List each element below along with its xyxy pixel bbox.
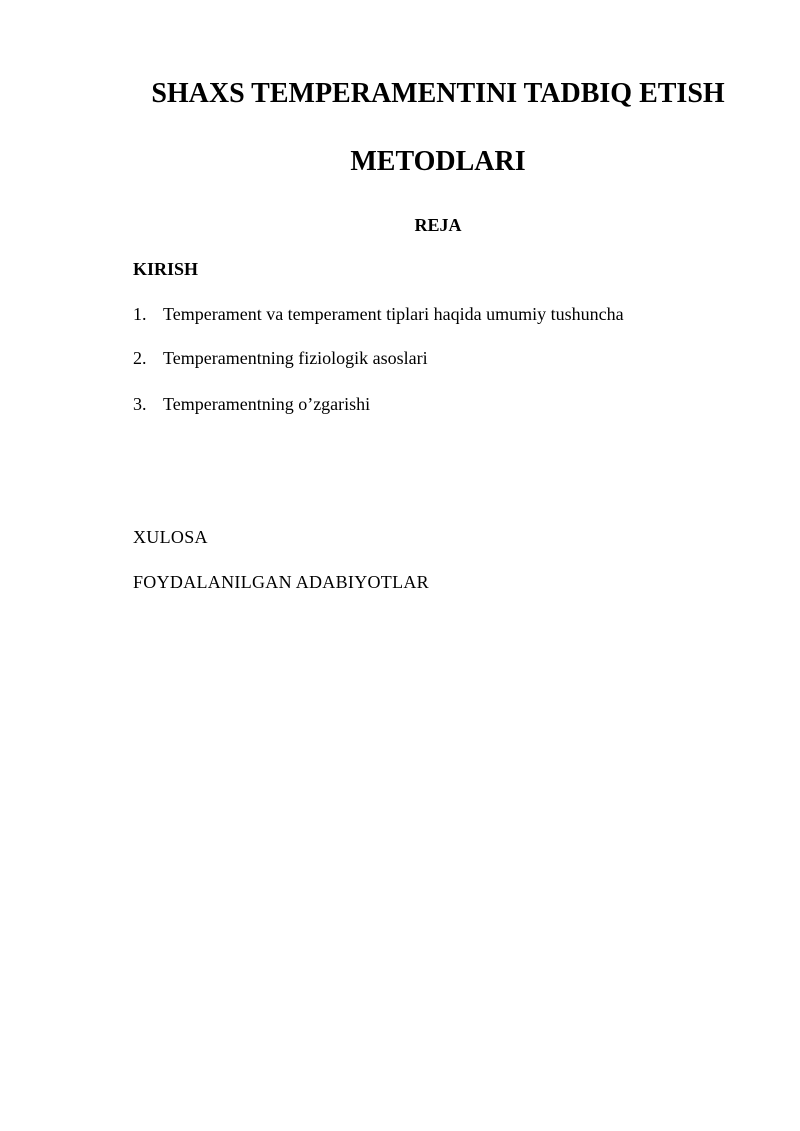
intro-heading: KIRISH bbox=[133, 259, 199, 279]
plan-heading: REJA bbox=[414, 215, 462, 235]
conclusion-heading: XULOSA bbox=[133, 527, 208, 547]
plan-item-text: Temperamentning fiziologik asoslari bbox=[163, 348, 428, 368]
plan-item-number: 3. bbox=[133, 394, 147, 414]
plan-item-text: Temperamentning o’zgarishi bbox=[163, 394, 371, 414]
plan-item-number: 2. bbox=[133, 348, 147, 368]
plan-item-number: 1. bbox=[133, 304, 147, 324]
plan-list-item bbox=[133, 393, 370, 415]
document-title-line-1: SHAXS TEMPERAMENTINI TADBIQ ETISH bbox=[151, 78, 725, 109]
plan-item-text: Temperament va temperament tiplari haqida umumiy tushuncha bbox=[163, 304, 624, 324]
plan-list-item bbox=[133, 347, 428, 369]
references-heading: FOYDALANILGAN ADABIYOTLAR bbox=[133, 572, 429, 592]
plan-list-item bbox=[133, 303, 624, 325]
document-title-line-2: METODLARI bbox=[350, 146, 526, 177]
